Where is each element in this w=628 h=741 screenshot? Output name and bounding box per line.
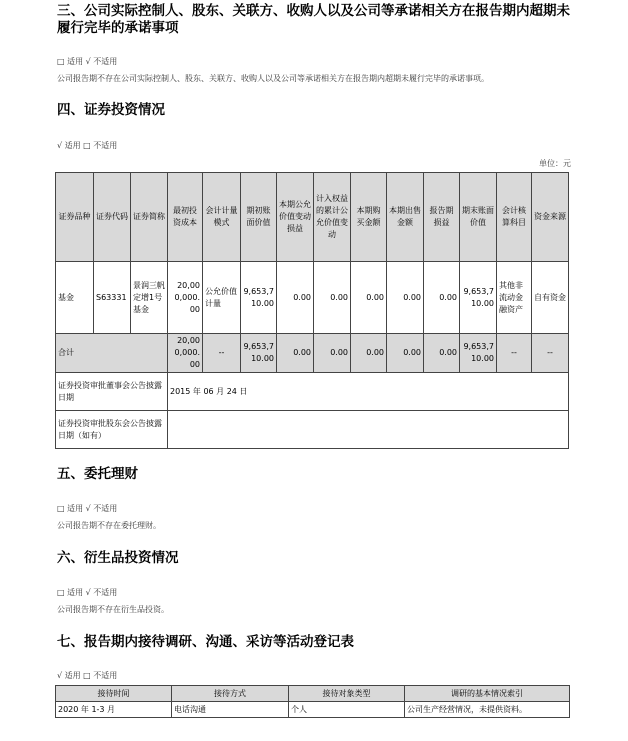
header-cell: 接待时间 bbox=[56, 686, 172, 702]
section-6-text: 公司报告期不存在衍生品投资。 bbox=[57, 605, 169, 614]
meeting-date-row bbox=[56, 411, 569, 449]
table-cell: 2020 年 1-3 月 bbox=[56, 702, 172, 718]
table-header-row bbox=[56, 173, 569, 262]
section-3-text: 公司报告期不存在公司实际控制人、股东、关联方、收购人以及公司等承诺相关方在报告期内超期未履行完毕的承诺事项。 bbox=[57, 74, 489, 83]
total-label: 合计 bbox=[56, 334, 168, 373]
section-4-applicability: √ 适用 □ 不适用 bbox=[57, 141, 118, 150]
header-cell: 接待方式 bbox=[172, 686, 289, 702]
securities-investment-table bbox=[55, 172, 569, 449]
table-cell: 景润三帆定增1号基金 bbox=[131, 262, 168, 334]
section-6-title: 六、衍生品投资情况 bbox=[57, 550, 179, 566]
meeting-date-label: 证券投资审批股东会公告披露日期（如有） bbox=[56, 411, 168, 449]
table-cell: 9,653,710.00 bbox=[460, 262, 497, 334]
table-cell: 公司生产经营情况，未提供资料。 bbox=[405, 702, 570, 718]
table-cell: -- bbox=[203, 334, 241, 373]
header-cell: 本期公允价值变动损益 bbox=[277, 173, 314, 262]
header-cell: 计入权益的累计公允价值变动 bbox=[314, 173, 351, 262]
header-cell: 本期出售金额 bbox=[387, 173, 424, 262]
section-3-title: 三、公司实际控制人、股东、关联方、收购人以及公司等承诺相关方在报告期内超期未履行完毕的承诺事项 bbox=[57, 3, 570, 36]
header-cell: 资金来源 bbox=[532, 173, 569, 262]
section-7-applicability: √ 适用 □ 不适用 bbox=[57, 671, 118, 680]
table-cell: S63331 bbox=[94, 262, 131, 334]
board-date-label: 证券投资审批董事会公告披露日期 bbox=[56, 373, 168, 411]
header-cell: 会计核算科目 bbox=[497, 173, 532, 262]
header-cell: 期初账面价值 bbox=[241, 173, 277, 262]
header-cell: 证券代码 bbox=[94, 173, 131, 262]
header-cell: 期末账面价值 bbox=[460, 173, 497, 262]
section-3-applicability: □ 适用 √ 不适用 bbox=[57, 57, 118, 66]
table-cell: 0.00 bbox=[424, 334, 460, 373]
section-4-title: 四、证券投资情况 bbox=[57, 102, 165, 118]
board-date-row bbox=[56, 373, 569, 411]
table-row bbox=[56, 262, 569, 334]
header-cell: 接待对象类型 bbox=[289, 686, 405, 702]
table-cell: 电话沟通 bbox=[172, 702, 289, 718]
table-cell: 个人 bbox=[289, 702, 405, 718]
board-date-value: 2015 年 06 月 24 日 bbox=[168, 373, 569, 411]
reception-table bbox=[55, 685, 570, 718]
section-5-applicability: □ 适用 √ 不适用 bbox=[57, 504, 118, 513]
meeting-date-value bbox=[168, 411, 569, 449]
table-cell: -- bbox=[532, 334, 569, 373]
table-cell: 0.00 bbox=[387, 262, 424, 334]
table-cell: 0.00 bbox=[351, 334, 387, 373]
table-cell: 9,653,710.00 bbox=[241, 262, 277, 334]
header-cell: 调研的基本情况索引 bbox=[405, 686, 570, 702]
section-5-text: 公司报告期不存在委托理财。 bbox=[57, 521, 161, 530]
unit-label: 单位：元 bbox=[539, 159, 571, 168]
table-cell: 0.00 bbox=[277, 262, 314, 334]
table-cell: 其他非流动金融资产 bbox=[497, 262, 532, 334]
header-cell: 证券简称 bbox=[131, 173, 168, 262]
header-cell: 证券品种 bbox=[56, 173, 94, 262]
table-cell: 公允价值计量 bbox=[203, 262, 241, 334]
header-cell: 会计计量模式 bbox=[203, 173, 241, 262]
table-cell: 0.00 bbox=[424, 262, 460, 334]
table-cell: 0.00 bbox=[277, 334, 314, 373]
table-cell: 基金 bbox=[56, 262, 94, 334]
section-7-title: 七、报告期内接待调研、沟通、采访等活动登记表 bbox=[57, 634, 354, 650]
section-5-title: 五、委托理财 bbox=[57, 466, 138, 482]
table-cell: 9,653,710.00 bbox=[460, 334, 497, 373]
table-cell: 自有资金 bbox=[532, 262, 569, 334]
section-6-applicability: □ 适用 √ 不适用 bbox=[57, 588, 118, 597]
table-cell: -- bbox=[497, 334, 532, 373]
table-cell: 0.00 bbox=[314, 262, 351, 334]
table-row bbox=[56, 702, 570, 718]
table-cell: 20,000,000.00 bbox=[168, 334, 203, 373]
table-header-row bbox=[56, 686, 570, 702]
header-cell: 最初投资成本 bbox=[168, 173, 203, 262]
total-row bbox=[56, 334, 569, 373]
table-cell: 0.00 bbox=[314, 334, 351, 373]
table-cell: 0.00 bbox=[387, 334, 424, 373]
table-cell: 20,000,000.00 bbox=[168, 262, 203, 334]
header-cell: 报告期损益 bbox=[424, 173, 460, 262]
table-cell: 0.00 bbox=[351, 262, 387, 334]
table-cell: 9,653,710.00 bbox=[241, 334, 277, 373]
header-cell: 本期购买金额 bbox=[351, 173, 387, 262]
